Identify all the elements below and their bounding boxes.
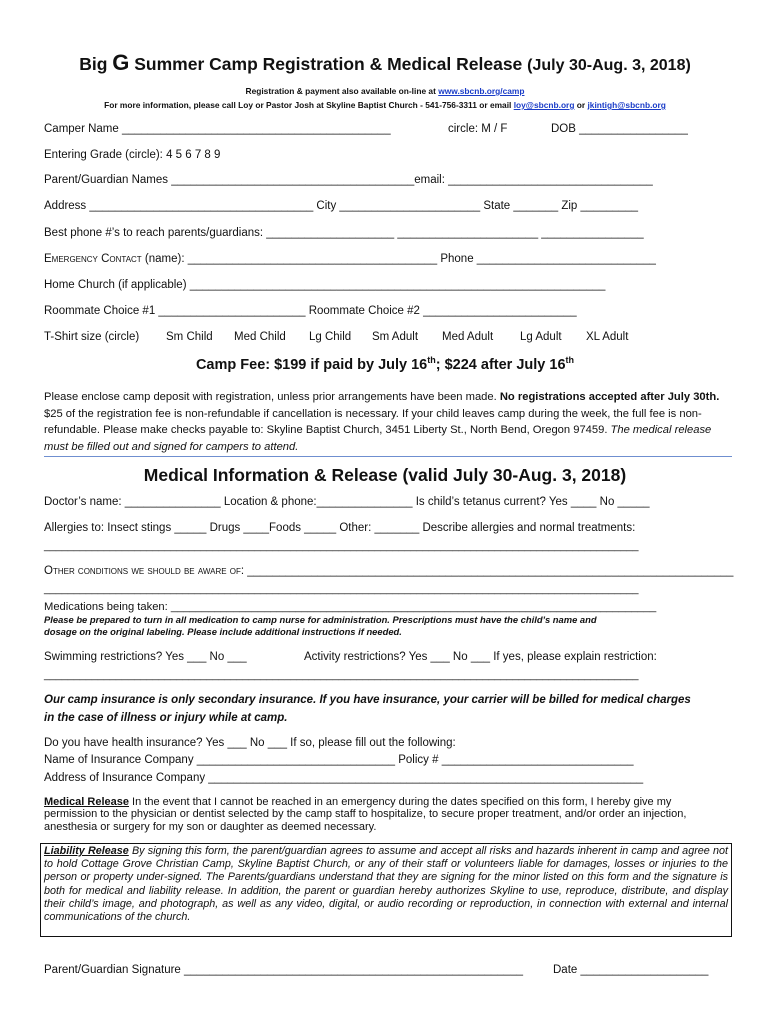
- doctor-field[interactable]: Doctor’s name: _______________ Location & phone:_______________ Is child’s tetanus current? Yes ____ No _____: [44, 496, 650, 508]
- medical-release-paragraph: Medical Release In the event that I cannot be reached in an emergency during the dates specified on this form, I hereby give my permission to the physician or dentist selected by the camp staff to hospitalize, to secure proper treatment, and/or order an injection, anesthesia or surgery for my son or daughter as deemed necessary.: [44, 796, 687, 833]
- restrictions-blank-line[interactable]: ___________________________________________________________________________________________________: [44, 669, 639, 681]
- insurance-note-line-2: in the case of illness or injury while at camp.: [44, 712, 288, 724]
- tshirt-option[interactable]: Sm Child: [166, 331, 213, 343]
- address-field[interactable]: Address ___________________________________ City ______________________ State _______ Zip _________: [44, 200, 639, 212]
- medication-note-1: Please be prepared to turn in all medication to camp nurse for administration. Prescriptions must have the child’s name and: [44, 614, 597, 625]
- other-conditions-blank-line[interactable]: ___________________________________________________________________________________________________: [44, 583, 639, 595]
- section-divider: [44, 456, 732, 457]
- form-title: Big G Summer Camp Registration & Medical Release (July 30-Aug. 3, 2018): [79, 50, 691, 75]
- tshirt-label: T-Shirt size (circle): [44, 331, 140, 343]
- insurance-company-field[interactable]: Name of Insurance Company _______________________________ Policy # ______________________________: [44, 754, 634, 766]
- tshirt-option[interactable]: Lg Adult: [520, 331, 562, 343]
- signature-field[interactable]: Parent/Guardian Signature _____________________________________________________: [44, 964, 523, 976]
- swimming-restrictions-field[interactable]: Swimming restrictions? Yes ___ No ___: [44, 651, 247, 663]
- phones-field[interactable]: Best phone #’s to reach parents/guardians: ____________________ ______________________ ________________: [44, 227, 644, 239]
- allergies-field[interactable]: Allergies to: Insect stings _____ Drugs ____Foods _____ Other: _______ Describe allergies and normal treatments:: [44, 522, 636, 534]
- tshirt-option[interactable]: XL Adult: [586, 331, 629, 343]
- camp-fee: Camp Fee: $199 if paid by July 16th; $224 after July 16th: [195, 355, 575, 373]
- tshirt-option[interactable]: Lg Child: [309, 331, 352, 343]
- emergency-contact-field[interactable]: Emergency Contact (name): _______________________________________ Phone ____________________________: [44, 253, 656, 265]
- allergies-blank-line[interactable]: ___________________________________________________________________________________________________: [44, 540, 639, 552]
- medications-field[interactable]: Medications being taken: ______________________________________________________________________________: [44, 601, 657, 613]
- health-insurance-field[interactable]: Do you have health insurance? Yes ___ No ___ If so, please fill out the following:: [44, 737, 456, 749]
- date-field[interactable]: Date ____________________: [553, 964, 709, 976]
- gender-field[interactable]: circle: M / F: [448, 123, 508, 135]
- contact-info-line: For more information, please call Loy or Pastor Josh at Skyline Baptist Church - 541-756-3311 or email loy@sbcnb.org or jkintigh@sbcnb.org: [104, 100, 666, 110]
- medical-section-heading: Medical Information & Release (valid July 30-Aug. 3, 2018): [143, 465, 627, 485]
- home-church-field[interactable]: Home Church (if applicable) _________________________________________________________________: [44, 279, 606, 291]
- medication-note-2: dosage on the original labeling. Please include additional instructions if needed.: [44, 626, 402, 637]
- email-link-loy[interactable]: loy@sbcnb.org: [513, 100, 575, 110]
- liability-release-text: Liability Release By signing this form, the parent/guardian agrees to assume and accept all risks and hazards inherent in camp and agree not to hold Cottage Grove Christian Camp, Skyline Baptist Church, or any of their staff or volunteers liable for damages, losses or injuries to the person or property under-signed. The Parents/guardians understand that they are signing for the minor listed on this form and the signature is both for medical and liability release. In addition, the parent or guardian hereby authorizes Skyline to use, reproduce, distribute, and display their child’s image, and photograph, as well as any video, digital, or audio recording or reproduction, in connection with external and internal communications of the church.: [44, 845, 728, 924]
- parent-names-email-field[interactable]: Parent/Guardian Names ______________________________________email: ________________________________: [44, 174, 653, 186]
- roommate-field[interactable]: Roommate Choice #1 _______________________ Roommate Choice #2 ________________________: [44, 305, 577, 317]
- insurance-note-line-1: Our camp insurance is only secondary insurance. If you have insurance, your carrier will be billed for medical charges: [44, 694, 691, 706]
- camper-name-field[interactable]: Camper Name __________________________________________: [44, 123, 391, 135]
- online-registration-note: Registration & payment also available on-line at www.sbcnb.org/camp: [245, 86, 525, 96]
- tshirt-option[interactable]: Med Adult: [442, 331, 494, 343]
- activity-restrictions-field[interactable]: Activity restrictions? Yes ___ No ___ If yes, please explain restriction:: [304, 651, 657, 663]
- camp-website-link[interactable]: www.sbcnb.org/camp: [438, 86, 525, 96]
- grade-field[interactable]: Entering Grade (circle): 4 5 6 7 8 9: [44, 149, 221, 161]
- other-conditions-field[interactable]: Other conditions we should be aware of: ____________________________________________________________________________: [44, 565, 734, 577]
- tshirt-option[interactable]: Med Child: [234, 331, 286, 343]
- medical-release-label: Medical Release: [44, 796, 129, 808]
- tshirt-option[interactable]: Sm Adult: [372, 331, 419, 343]
- email-link-josh[interactable]: jkintigh@sbcnb.org: [587, 100, 666, 110]
- dob-field[interactable]: DOB _________________: [551, 123, 688, 135]
- insurance-address-field[interactable]: Address of Insurance Company ____________________________________________________________________: [44, 772, 644, 784]
- deposit-paragraph: Please enclose camp deposit with registration, unless prior arrangements have been made. No registrations accepted after July 30th. $25 of the registration fee is non-refundable if cancellation is necessary. If your child leaves camp during the week, the full fee is non-refundable. Please make checks payable to: Skyline Baptist Church, 3451 Liberty St., North Bend, Oregon 97459. The medical release must be filled out and signed for campers to attend.: [44, 391, 720, 453]
